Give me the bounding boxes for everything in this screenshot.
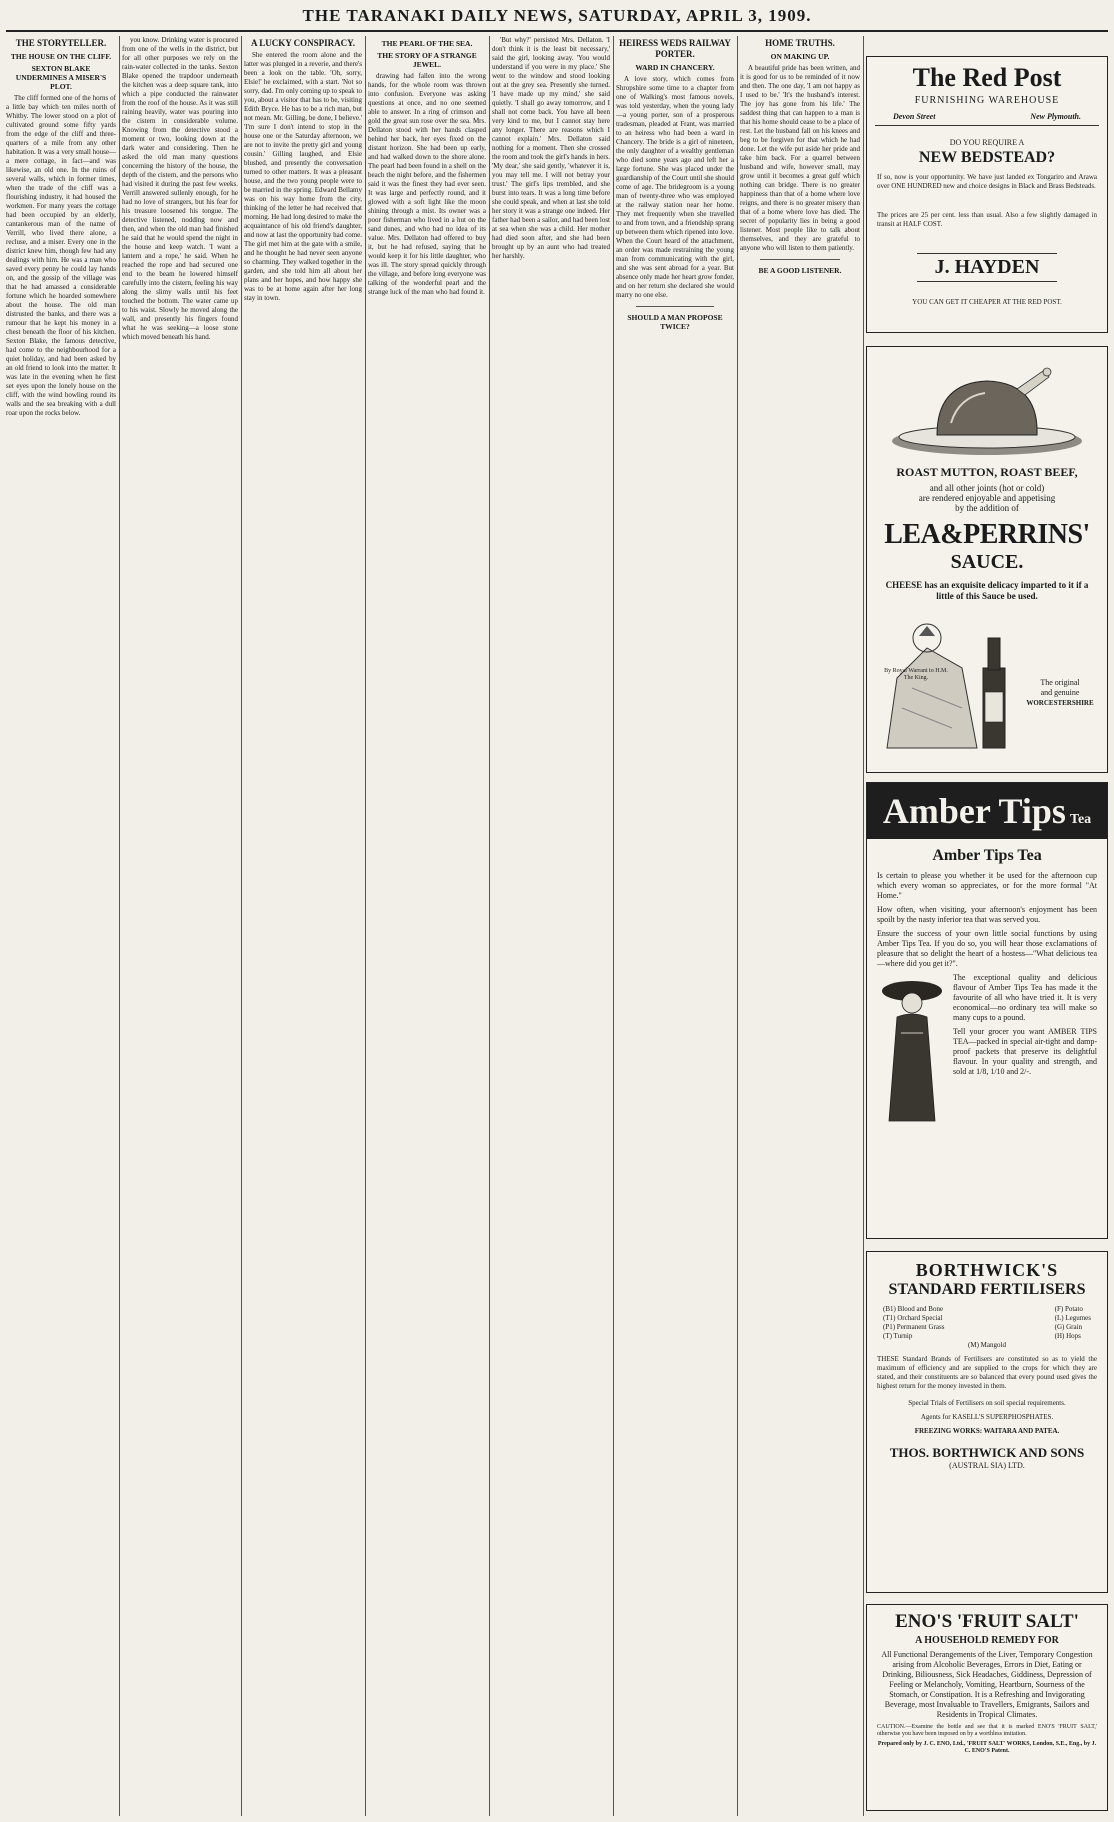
column-4: [368, 36, 486, 1816]
ad-company: THOS. BORTHWICK AND SONS: [889, 1445, 1085, 1460]
column-subheading: WARD IN CHANCERY.: [635, 63, 715, 72]
fertiliser-list: [867, 1299, 1107, 1341]
roast-joint-illustration: [867, 353, 1107, 465]
amber-tips-tea-advertisement: [866, 782, 1108, 1239]
red-post-advertisement: [866, 56, 1108, 333]
column-body: A love story, which comes from Shropshire some time to a chapter from one of Walking's most famous novels, was told yesterday, when the young lady—a young porter, son of a prosperous tradesman, pleaded at Frant, was married to an heiress who had been a ward in Chancery. The bride is a girl of nineteen, the only daughter of a wealthy gentleman who died some years ago and left her a large fortune. She was placed under the guardianship of the Court until she should come of age. The bridegroom is a young man of twenty-three who was employed at the railway station near her home. They met frequently when she travelled to and from town, and a friendship sprang up between them which ripened into love. When the Court heard of the attachment, an order was made restraining the young man from communicating with the girl, and she was sent abroad for a year. But absence only made her heart grow fonder, and on her return she declared she would marry no one else.: [616, 75, 734, 299]
ad-address-left: Devon Street: [893, 112, 936, 121]
column-heading: A LUCKY CONSPIRACY.: [250, 38, 356, 48]
column-rule: [365, 36, 366, 1816]
column-body: you know. Drinking water is procured from one of the wells in the district, but for all other purposes we rely on the rain-water collected in the tanks. Sexton Blake opened the trapdoor underneath the kitchen was a deep square tank, into which a pipe conducted the rainwater from the roof of the house. As it was still raining heavily, water was pouring into the cistern in considerable volume. Knowing from the detective stood a moment or two, looking down at the dark water and considering. Then he asked the old man many questions concerning the history of the house, the depth of the cistern, and the persons who had visited it during the past few weeks. Verrill answered sullenly enough, for he had no love of strangers, but his fear for his treasure loosened his tongue. The detective listened, nodding now and then, and when the old man had finished he said that he would spend the night in the house and keep watch. 'I want a lantern and a rope,' he said. When he reached the rope and had secured one end to the beam he lowered himself carefully into the cistern, feeling his way along the slimy walls until his feet touched the bottom. The water came up to his waist. Slowly he moved along the wall, and presently his fingers found what he was seeking—a loose stone which moved beneath his hand.: [122, 36, 238, 341]
ad-body-1: Is certain to please you whether it be used for the afternoon cup which every woman so appreciates, or for the more formal "At Home.": [877, 871, 1097, 900]
fertiliser-list-left: [883, 1305, 944, 1341]
ad-body: If so, now is your opportunity. We have just landed ex Tongariro and Arawa over ONE HUNDRED new and choice designs in Black and Brass Bedsteads.: [877, 173, 1097, 190]
eno-fruit-salt-advertisement: [866, 1604, 1108, 1811]
column-heading: THE STORYTELLER.: [15, 38, 107, 48]
ad-product: SAUCE.: [950, 551, 1024, 573]
list-item: (T1) Orchard Special: [883, 1314, 943, 1322]
column-6: [616, 36, 734, 1816]
tea-banner-text: Amber Tips: [882, 791, 1066, 831]
sauce-bottle-illustration: [867, 608, 1107, 758]
tea-banner: [867, 783, 1107, 839]
ad-body: All Functional Derangements of the Liver, Temporary Congestion arising from Alcoholic Beverages, Errors in Diet, Eating or Drinking, Biliousness, Sick Headaches, Giddiness, Depression of Feeling or Melancholy, Vomiting, Heartburn, Sourness of the Stomach, or Constipation. It is a Refreshing and Invigorating Beverage, most Invaluable to Travellers, Emigrants, Sailors and Residents in Tropical Climates.: [881, 1650, 1093, 1719]
column-subheading-2: SHOULD A MAN PROPOSE TWICE?: [627, 313, 723, 331]
ad-line-3: are rendered enjoyable and appetising: [918, 493, 1056, 503]
list-item: (H) Hops: [1054, 1332, 1081, 1340]
column-3: [244, 36, 362, 1816]
column-rule: [241, 36, 242, 1816]
list-item: (T) Turnip: [883, 1332, 913, 1340]
ad-body-3: Ensure the success of your own little social functions by using Amber Tips Tea. If you do so, you will hear those exclamations of pleasure that so delight the heart of a hostess—"What delicious tea—where did you get it?".: [877, 929, 1097, 968]
advertisement-column: [866, 36, 1108, 1816]
ad-subtitle: FURNISHING WAREHOUSE: [914, 95, 1060, 106]
ad-subtitle: A HOUSEHOLD REMEDY FOR: [915, 1635, 1059, 1646]
ad-title: Amber Tips Tea: [932, 847, 1042, 864]
list-item: (B1) Blood and Bone: [883, 1305, 944, 1313]
ad-agents: Agents for KASELL'S SUPERPHOSPHATES.: [920, 1413, 1054, 1421]
ad-address-row: [875, 106, 1099, 126]
genuine-line-3: WORCESTERSHIRE: [1026, 699, 1094, 707]
ad-title-2: STANDARD FERTILISERS: [888, 1281, 1086, 1298]
column-subheading: THE HOUSE ON THE CLIFF.: [10, 52, 112, 61]
column-subheading-2: BE A GOOD LISTENER.: [758, 266, 842, 275]
column-heading: HEIRESS WEDS RAILWAY PORTER.: [619, 38, 731, 59]
ad-tagline: CHEESE has an exquisite delicacy imparted to it if a little of this Sauce be used.: [885, 580, 1089, 601]
column-subheading: THE PEARL OF THE SEA.: [381, 39, 473, 48]
fertiliser-list-right: [1055, 1305, 1091, 1341]
ad-line-1: ROAST MUTTON, ROAST BEEF,: [896, 465, 1078, 479]
ad-body-4: The exceptional quality and delicious flavour of Amber Tips Tea has made it the favourite of all who have tried it. It is very economical—no ordinary tea will make so many cups to a pound.: [953, 973, 1097, 1022]
column-subheading: ON MAKING UP.: [770, 52, 830, 61]
ad-note: The prices are 25 per cent. less than usual. Also a few slightly damaged in transit at HALF COST.: [877, 211, 1097, 228]
column-heading: HOME TRUTHS.: [765, 38, 835, 48]
list-item: (L) Legumes: [1054, 1314, 1091, 1322]
column-rule: [737, 36, 738, 1816]
column-rule: [613, 36, 614, 1816]
section-divider: [636, 306, 714, 307]
lea-perrins-advertisement: [866, 346, 1108, 773]
column-body: A beautiful pride has been written, and it is good for us to be reminded of it now and then. The one day, 'I am not happy as I used to be.' 'It's the husband's interest. The joy has gone from his life.' The saddest thing that can happen to a man is that his home should cease to be a place of rest. Let the husband fall on his knees and beg to be forgiven for that which he had done. Let the wife put aside her pride and take him back. For a quarrel between husband and wife, however small, may grow until it becomes a great gulf which nothing can bridge. There is no greater happiness than that of a home where love reigns, and there is no greater misery than that of a home where love has died. The secret of popularity lies in being a good listener. Most people like to talk about themselves, and they are grateful to anyone who will listen to them patiently.: [740, 64, 860, 252]
column-subheading-2: THE STORY OF A STRANGE JEWEL.: [377, 51, 477, 69]
column-7: [740, 36, 860, 1816]
ad-footer: YOU CAN GET IT CHEAPER AT THE RED POST.: [912, 298, 1062, 306]
column-body: 'But why?' persisted Mrs. Dellaton. 'I don't think it is the least bit necessary,' said the girl, looking away. 'You would understand if you were in my place.' She went to the window and stood looking out at the grey sea. Presently she turned. 'I have made up my mind,' she said quietly. 'I shall go away tomorrow, and I shall not come back. You have all been very kind to me, but I cannot stay here any longer. There are reasons which I cannot explain.' Mrs. Dellaton said nothing for a moment. Then she crossed the room and took the girl's hands in hers. 'My dear,' she said gently, 'whatever it is, you may tell me. I will not betray your trust.' The girl's lips trembled, and she burst into tears. It was a long time before she could speak, and when at last she told her story it was a strange one indeed. Her father had been a sailor, and had been lost at sea when she was a child. Her mother had died soon after, and she had been brought up by an aunt who had treated her harshly.: [492, 36, 610, 260]
ad-note: Special Trials of Fertilisers on soil special requirements.: [908, 1399, 1066, 1407]
section-divider: [760, 259, 840, 260]
ad-title: ENO'S 'FRUIT SALT': [895, 1611, 1079, 1632]
masthead-rule: [6, 30, 1108, 32]
lady-illustration: [877, 973, 947, 1123]
ad-works: FREEZING WORKS: WAITARA AND PATEA.: [914, 1427, 1060, 1435]
column-body: She entered the room alone and the latter was plunged in a reverie, and there's been a look on the table. 'Oh, sorry, Elsie!' he exclaimed, with a start. 'Not so sorry, dad. I'm only coming up to speak to you, about a visitor that has to be, visiting Edith Bryce. He has to be a rich man, but not mean. Mr. Gilling, be done, I believe.' 'I'm sure I don't intend to stop in the house one or the Saturday afternoon, we are not to invite the pretty girl and young cousin.' Gilling laughed, and Elsie blushed, and presently the conversation turned to other matters. It was a pleasant house, and the two young people were to be married in the spring. Edward Bellamy was on his way home from the city, thinking of the letter he had received that morning. He had long desired to make the acquaintance of his old friend's daughter, and now at last the opportunity had come. The girl met him at the gate with a smile, and he thought he had never seen anyone so charming. They walked together in the garden, and she told him all about her plans and her hopes, and how happy she was to be at home again after her long stay in town.: [244, 51, 362, 302]
column-2: [122, 36, 238, 1816]
column-rule: [119, 36, 120, 1816]
list-item: (P1) Permanent Grass: [883, 1323, 945, 1331]
masthead: THE TARANAKI DAILY NEWS, SATURDAY, APRIL 3, 1909.: [302, 6, 812, 25]
ad-headline: NEW BEDSTEAD?: [918, 149, 1056, 166]
royal-warrant-label: By Royal Warrant to H.M. The King.: [884, 668, 948, 681]
ad-question: DO YOU REQUIRE A: [949, 138, 1025, 147]
list-item: (M) Mangold: [968, 1341, 1006, 1349]
genuine-label: [1017, 678, 1103, 708]
genuine-line-1: The original: [1040, 678, 1080, 687]
ad-title: The Red Post: [912, 63, 1062, 92]
genuine-line-2: and genuine: [1040, 688, 1080, 697]
ad-body: THESE Standard Brands of Fertilisers are constituted so as to yield the maximum of efficiency and are supplied to the crops for which they are stated, and their constituents are so balanced that every pound used gives the highest return for the money invested in them.: [877, 1355, 1097, 1390]
ad-brand: LEA&PERRINS': [884, 519, 1090, 550]
column-5: [492, 36, 610, 1816]
ad-footer: Prepared only by J. C. ENO, Ltd., 'FRUIT SALT' WORKS, London, S.E., Eng., by J. C. ENO'S Patent.: [877, 1741, 1097, 1754]
ad-line-2: and all other joints (hot or cold): [929, 483, 1045, 493]
ad-line-4: by the addition of: [955, 503, 1019, 513]
tea-body-column: [953, 973, 1097, 1123]
list-item: (F) Potato: [1054, 1305, 1083, 1313]
ad-caution: CAUTION.—Examine the bottle and see that it is marked ENO'S 'FRUIT SALT,' otherwise you have been imposed on by a worthless imitation.: [877, 1724, 1097, 1737]
column-subheading-2: SEXTON BLAKE UNDERMINES A MISER'S PLOT.: [15, 64, 107, 91]
list-item: (G) Grain: [1054, 1323, 1083, 1331]
tea-lower-section: [867, 969, 1107, 1123]
column-1: [6, 36, 116, 1816]
column-body: drawing had fallen into the wrong hands, for the whole room was thrown into confusion. Everyone was asking questions at once, and no one seemed able to answer. In a ring of crimson and gold the great sun rose over the sea. Mrs. Dellaton stood with her hands clasped behind her back, her eyes fixed on the distant horizon. She had been up early, and had walked down to the shore alone. The pearl had been found in a shell on the beach the night before, and the fishermen said it was the finest they had ever seen. It was large and perfectly round, and it glowed with a soft light like the moon shining through a mist. Its owner was a poor fisherman who lived in a hut on the sand dunes, and who had no idea of its value. Mrs. Dellaton had offered to buy it, but he had refused, saying that he would keep it for his little daughter, who was ill. The story spread quickly through the village, and before long everyone was talking of the wonderful pearl and the strange luck of the man who had found it.: [368, 72, 486, 296]
ad-title-1: BORTHWICK'S: [915, 1260, 1059, 1280]
ad-company-sub: (AUSTRAL SIA) LTD.: [949, 1461, 1025, 1470]
column-body: The cliff formed one of the horns of a little bay which ten miles north of Whitby. The lower stood on a plot of cultivated ground some fifty yards from the edge of the cliff and three-quarters of a mile from any other habitation. It was a very small house—a mere cottage, in fact—and was likewise, an old one. In the ruins of several walls, which in former times, when the trade of the cliff was a flourishing industry, it had housed the workmen. For many years the cottage had been occupied by an elderly, cantankerous man of the name of Verrill, who lived there alone, a recluse, and a miser. Every one in the district knew him, though few had any dealings with him. He was a man who saved every penny he could lay hands on, and the gossip of the village was that he had amassed a considerable fortune which he hoarded somewhere about the house. The old man distrusted the banks, and there was a rumour that he kept his money in a chest beneath the floor of his kitchen. Sexton Blake, the famous detective, had come to the neighbourhood for a quiet holiday, and had been asked by an old friend to look into the matter. It was late in the evening when he first set eyes upon the lonely house on the cliff, with the wind howling round its walls and the sea breaking with a dull roar upon the rocks below.: [6, 94, 116, 417]
column-rule: [489, 36, 490, 1816]
ad-address-right: New Plymouth.: [1030, 112, 1081, 121]
ad-proprietor: J. HAYDEN: [917, 253, 1057, 282]
column-rule: [863, 36, 864, 1816]
ad-body-2: How often, when visiting, your afternoon's enjoyment has been spoilt by the nasty inferior tea that was served you.: [877, 905, 1097, 924]
ad-body-5: Tell your grocer you want AMBER TIPS TEA—packed in special air-tight and damp-proof packets that preserve its delightful flavour. In your quality and strength, and sold at 1/8, 1/10 and 2/-.: [953, 1027, 1097, 1076]
tea-banner-small: Tea: [1069, 812, 1092, 827]
borthwick-fertilisers-advertisement: [866, 1251, 1108, 1593]
